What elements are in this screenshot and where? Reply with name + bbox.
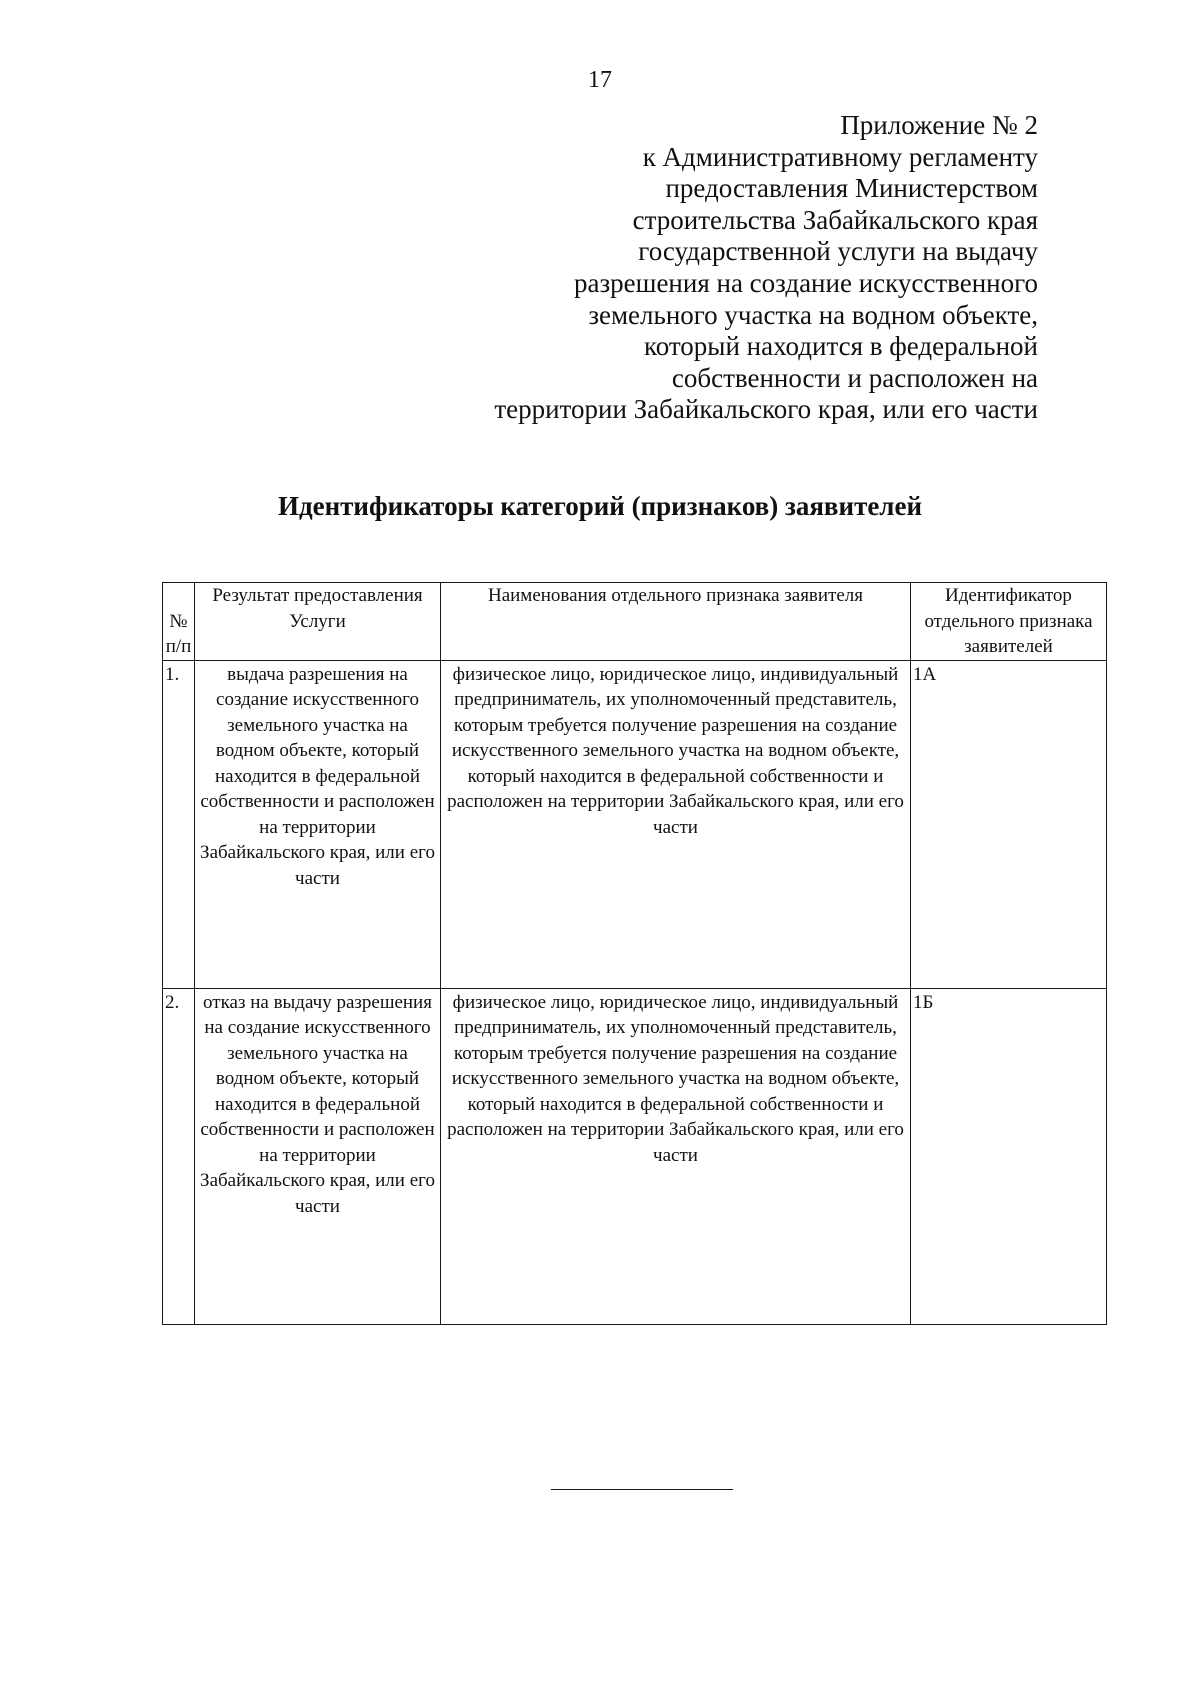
row-result: отказ на выдачу разрешения на создание искусственного земельного участка на водном объекте, который находится в федеральной собственности и расположен на территории Забайкальского края, или его части: [195, 988, 441, 1324]
table-row: [163, 988, 1107, 1324]
header-identifier: Идентификатор отдельного признака заявителей: [911, 583, 1107, 661]
row-number: 2.: [163, 988, 195, 1324]
header-feature: Наименования отдельного признака заявителя: [441, 583, 911, 661]
appendix-line: собственности и расположен на: [671, 362, 1038, 393]
appendix-line: территории Забайкальского края, или его части: [494, 394, 1038, 425]
appendix-line: Приложение № 2: [840, 110, 1038, 140]
header-result: Результат предоставления Услуги: [195, 583, 441, 661]
footer-divider: [551, 1489, 733, 1490]
applicant-identifiers-table: [162, 582, 1107, 1325]
row-feature: физическое лицо, юридическое лицо, индивидуальный предприниматель, их уполномоченный представитель, которым требуется получение разрешения на создание искусственного земельного участка на водном объекте, который находится в федеральной собственности и расположен на территории Забайкальского края, или его части: [441, 988, 911, 1324]
row-identifier: 1А: [911, 660, 1107, 988]
row-result: выдача разрешения на создание искусственного земельного участка на водном объекте, который находится в федеральной собственности и расположен на территории Забайкальского края, или его части: [195, 660, 441, 988]
appendix-line: разрешения на создание искусственного: [574, 267, 1038, 298]
appendix-line: строительства Забайкальского края: [632, 204, 1038, 235]
table-row: [163, 660, 1107, 988]
page-number: 17: [588, 67, 612, 93]
row-feature: физическое лицо, юридическое лицо, индивидуальный предприниматель, их уполномоченный представитель, которым требуется получение разрешения на создание искусственного земельного участка на водном объекте, который находится в федеральной собственности и расположен на территории Забайкальского края, или его части: [441, 660, 911, 988]
document-title: Идентификаторы категорий (признаков) заявителей: [277, 491, 923, 521]
appendix-line: предоставления Министерством: [665, 173, 1038, 204]
appendix-line: земельного участка на водном объекте,: [588, 299, 1038, 330]
appendix-header: [398, 110, 1038, 426]
row-number: 1.: [163, 660, 195, 988]
appendix-line: к Административному регламенту: [642, 141, 1038, 172]
table-header-row: [163, 583, 1107, 661]
header-number: № п/п: [163, 583, 195, 661]
appendix-line: государственной услуги на выдачу: [638, 236, 1038, 267]
appendix-line: который находится в федеральной: [643, 331, 1038, 362]
row-identifier: 1Б: [911, 988, 1107, 1324]
